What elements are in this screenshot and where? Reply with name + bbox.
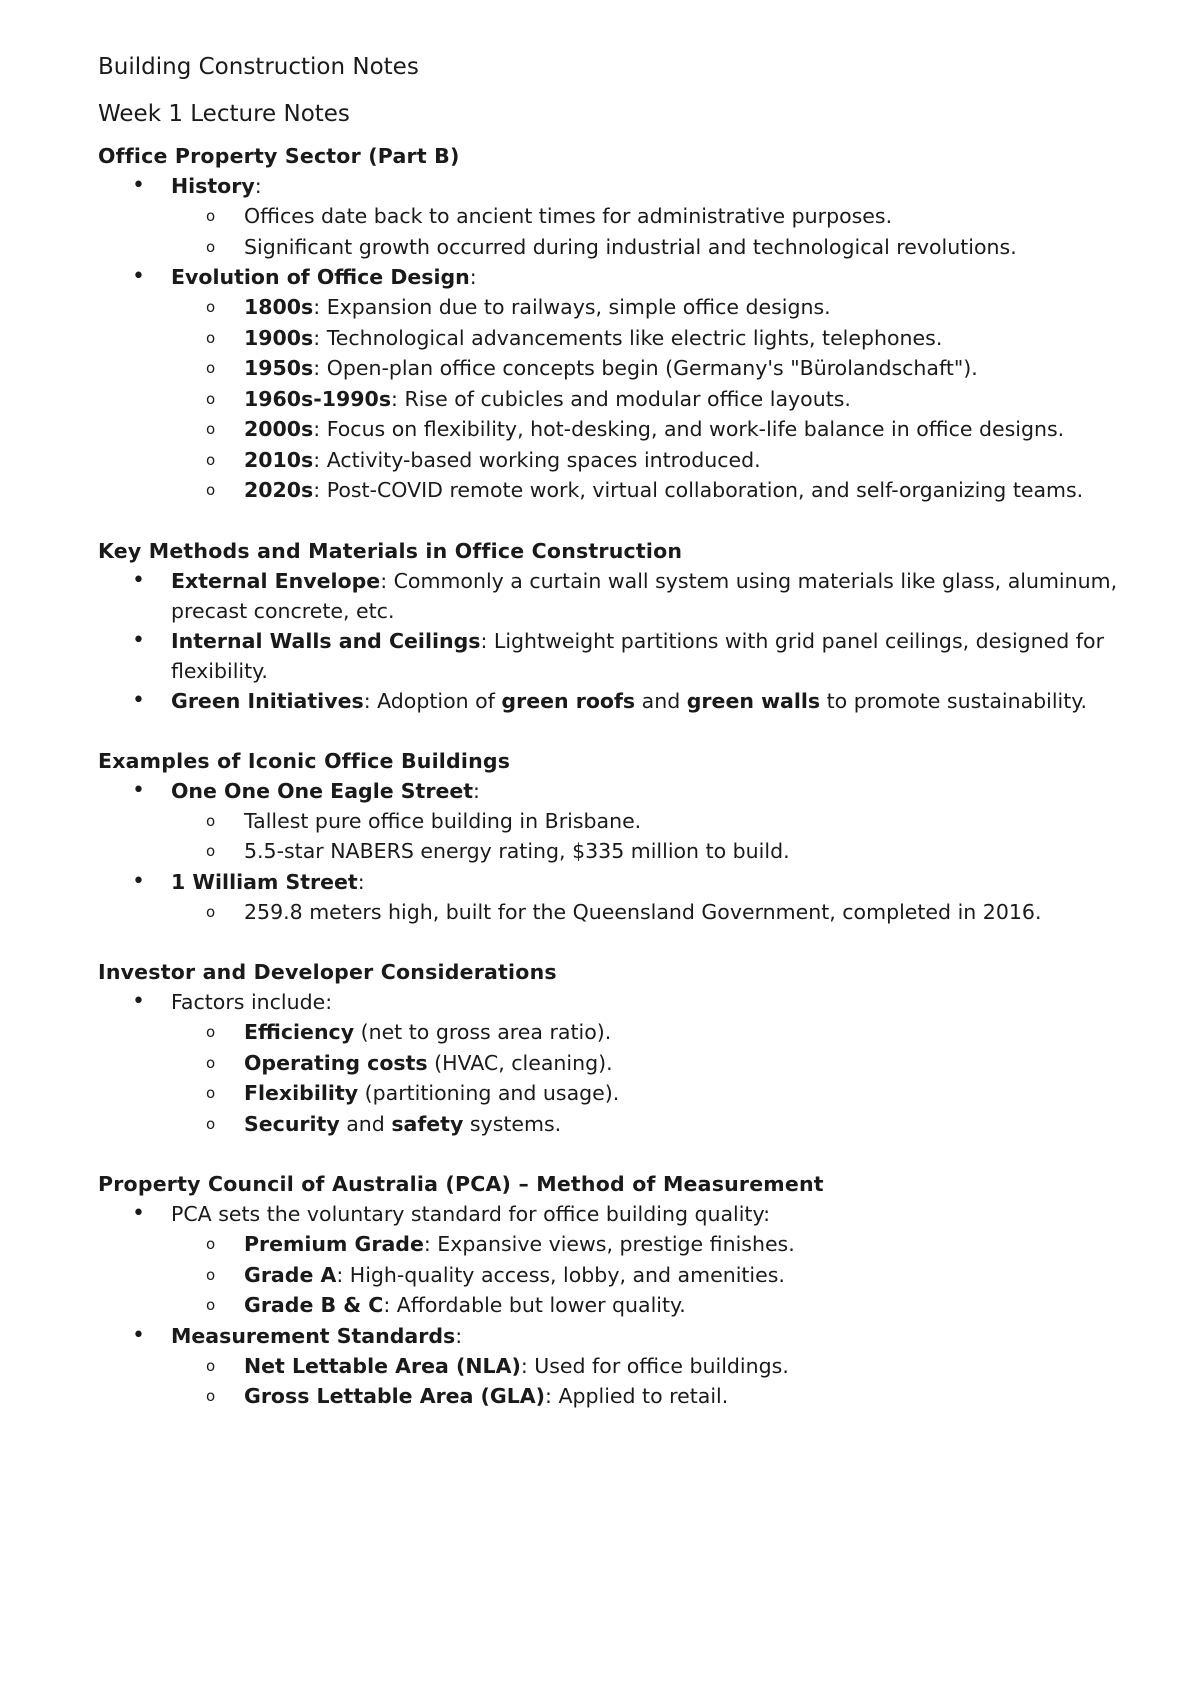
bullet-icon: • [132,1322,145,1348]
document-title: Building Construction Notes [98,54,419,80]
sub-list-item [171,836,1158,867]
sub-bullet-icon: o [206,811,216,830]
sub-list [171,1229,1158,1321]
sub-list-item [171,1381,1158,1412]
list-item-william-street [98,867,1158,928]
item-colon: : [455,1323,463,1348]
sub-bullet-icon: o [206,1296,216,1314]
item-text: : Expansion due to railways, simple office designs. [313,295,831,319]
item-emphasis: safety [391,1111,464,1136]
sub-list-item [171,475,1158,506]
item-text: Factors include: [171,990,333,1014]
list-item [98,686,1158,716]
bullet-icon: • [132,173,145,198]
item-text: : High-quality access, lobby, and amenities. [336,1262,785,1287]
item-text: : Activity-based working spaces introduced. [313,447,761,472]
section-heading: Examples of Iconic Office Buildings [98,748,511,773]
list-item-evolution [98,262,1158,506]
list-item [98,626,1158,686]
item-label: Efficiency [244,1020,355,1044]
sub-list [171,201,1158,262]
item-label: Gross Lettable Area (GLA) [244,1384,546,1408]
item-label: 2020s [244,478,314,502]
item-text: : Rise of cubicles and modular office layouts. [391,386,851,411]
sub-bullet-icon: o [206,1114,216,1133]
item-text: : Commonly a curtain wall system using materials like glass, aluminum, precast concrete, etc. [171,568,1118,623]
sub-bullet-icon: o [206,450,216,469]
sub-bullet-icon: o [206,1023,216,1041]
item-colon: : [469,265,477,289]
document-page [98,52,1158,1442]
item-label: Measurement Standards [171,1323,456,1348]
item-label: History [171,174,255,198]
item-text: PCA sets the voluntary standard for office building quality: [171,1202,771,1226]
item-text: : Post-COVID remote work, virtual collaboration, and self-organizing teams. [313,478,1084,502]
section-heading: Property Council of Australia (PCA) – Method of Measurement [98,1172,824,1196]
item-label: Premium Grade [244,1232,424,1256]
sub-list-item [171,445,1158,476]
item-text: : Lightweight partitions with grid panel ceilings, designed for flexibility. [171,628,1104,683]
sub-bullet-icon: o [206,1053,216,1072]
sub-list-item [171,1048,1158,1079]
sub-list [171,806,1158,867]
item-text: systems. [463,1111,562,1136]
section-iconic-buildings [98,746,1158,928]
item-text: and [339,1111,392,1136]
list-item-history [98,171,1158,262]
sub-list-item [171,1078,1158,1109]
item-label: 1950s [244,356,314,380]
item-text: : Adoption of [363,688,502,713]
bullet-icon: • [132,687,145,713]
sub-bullet-icon: o [206,902,216,921]
item-text: Offices date back to ancient times for administrative purposes. [244,204,893,228]
item-colon: : [254,174,262,198]
sub-bullet-icon: o [206,298,216,316]
list-item-eagle-street [98,776,1158,867]
sub-list-item [171,1351,1158,1382]
sub-bullet-icon: o [206,237,216,256]
item-text: : Focus on flexibility, hot-desking, and work-life balance in office designs. [313,417,1065,441]
sub-list-item [171,323,1158,354]
sub-list-item [171,806,1158,837]
item-label: Net Lettable Area (NLA) [244,1353,521,1378]
sub-bullet-icon: o [206,359,216,377]
item-emphasis: green roofs [501,688,636,713]
item-text: : Applied to retail. [545,1384,729,1408]
item-label: One One One Eagle Street [171,778,474,803]
list-item-factors [98,987,1158,1139]
sub-list-item [171,1290,1158,1321]
item-label: External Envelope [171,568,381,593]
sub-list-item [171,1109,1158,1140]
section-heading: Office Property Sector (Part B) [98,144,460,168]
item-text: Significant growth occurred during industrial and technological revolutions. [244,234,1017,259]
item-label: 2010s [244,447,314,472]
bullet-list [98,776,1158,928]
item-text: (partitioning and usage). [358,1081,620,1105]
item-label: Operating costs [244,1050,428,1075]
item-label: Grade B & C [244,1293,384,1317]
item-text: : Technological advancements like electric lights, telephones. [313,325,943,350]
section-pca-measurement [98,1169,1158,1412]
item-emphasis: green walls [686,688,821,713]
bullet-icon: • [132,868,145,894]
item-text: (net to gross area ratio). [354,1020,612,1044]
bullet-list [98,566,1158,716]
list-item-measurement-standards [98,1321,1158,1412]
sub-list-item [171,353,1158,384]
bullet-icon: • [132,989,145,1014]
item-text: Tallest pure office building in Brisbane. [244,808,642,833]
sub-list-item [171,384,1158,415]
document-subtitle: Week 1 Lecture Notes [98,101,350,127]
item-text: 259.8 meters high, built for the Queensland Government, completed in 2016. [244,899,1042,924]
sub-list-item [171,232,1158,263]
sub-bullet-icon: o [206,1235,216,1253]
section-investor-considerations [98,957,1158,1139]
item-text: 5.5-star NABERS energy rating, $335 million to build. [244,839,790,863]
item-colon: : [473,778,480,803]
item-label: Internal Walls and Ceilings [171,628,481,653]
sub-bullet-icon: o [206,1265,216,1284]
bullet-icon: • [132,264,145,289]
sub-list [171,292,1158,506]
bullet-list [98,171,1158,506]
sub-bullet-icon: o [206,420,216,438]
bullet-icon: • [132,777,145,803]
item-colon: : [357,869,365,894]
sub-bullet-icon: o [206,1356,216,1375]
sub-list [171,897,1158,928]
item-label: 1 William Street [171,869,358,894]
sub-bullet-icon: o [206,389,216,408]
item-text: : Used for office buildings. [520,1353,789,1378]
item-text: : Affordable but lower quality. [383,1293,686,1317]
item-label: 1800s [244,295,314,319]
sub-list-item [171,1229,1158,1260]
sub-bullet-icon: o [206,842,216,860]
item-text: : Expansive views, prestige finishes. [423,1232,795,1256]
section-methods-materials [98,536,1158,716]
sub-list-item [171,292,1158,323]
item-label: 1900s [244,325,314,350]
sub-bullet-icon: o [206,481,216,499]
item-text: and [635,688,687,713]
sub-bullet-icon: o [206,328,216,347]
bullet-icon: • [132,1201,145,1226]
list-item [98,566,1158,626]
item-label: Green Initiatives [171,688,364,713]
section-heading: Investor and Developer Considerations [98,960,557,984]
item-label: 1960s-1990s [244,386,392,411]
sub-bullet-icon: o [206,207,216,225]
bullet-list [98,1199,1158,1412]
item-label: 2000s [244,417,314,441]
bullet-list [98,987,1158,1139]
sub-list-item [171,201,1158,232]
item-label: Flexibility [244,1081,359,1105]
list-item-pca-intro [98,1199,1158,1321]
sub-list-item [171,414,1158,445]
item-label: Security [244,1111,340,1136]
sub-list-item [171,1017,1158,1048]
item-label: Evolution of Office Design [171,265,470,289]
sub-list [171,1351,1158,1412]
section-office-property-sector [98,141,1158,506]
bullet-icon: • [132,567,145,593]
section-heading: Key Methods and Materials in Office Construction [98,538,683,563]
sub-list [171,1017,1158,1139]
sub-bullet-icon: o [206,1387,216,1405]
item-text: (HVAC, cleaning). [427,1050,613,1075]
sub-list-item [171,897,1158,928]
item-label: Grade A [244,1262,337,1287]
item-text: to promote sustainability. [820,688,1087,713]
bullet-icon: • [132,627,145,653]
sub-bullet-icon: o [206,1084,216,1102]
item-text: : Open-plan office concepts begin (Germany's "Bürolandschaft"). [313,356,978,380]
sub-list-item [171,1260,1158,1291]
